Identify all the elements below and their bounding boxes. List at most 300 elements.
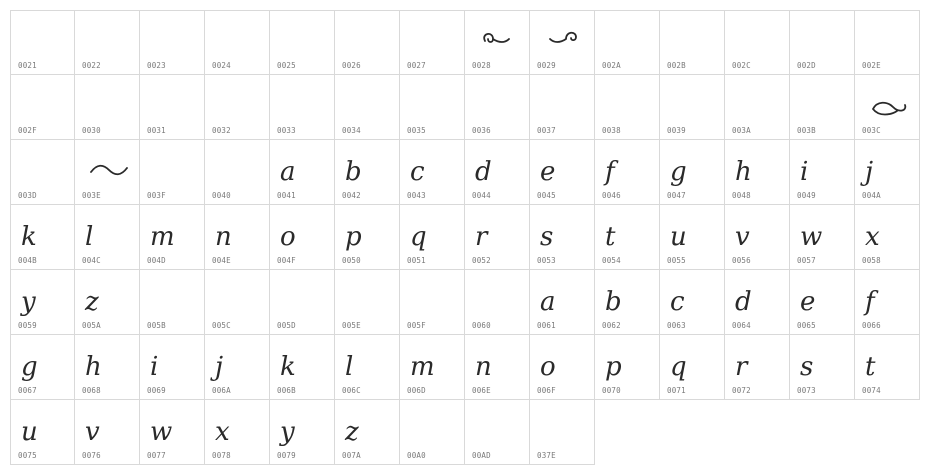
- glyph-code-label: 006E: [472, 386, 491, 395]
- glyph-empty: [17, 146, 69, 192]
- glyph-code-label: 004F: [277, 256, 296, 265]
- glyph-code-label: 0022: [82, 61, 101, 70]
- swash-wave-icon: [81, 146, 133, 192]
- glyph-cell: [140, 335, 205, 400]
- glyph-code-label: 0036: [472, 126, 491, 135]
- glyph-empty: [796, 17, 848, 63]
- glyph-empty: [276, 17, 328, 63]
- glyph-code-label: 0061: [537, 321, 556, 330]
- glyph-cell: [140, 75, 205, 140]
- glyph-code-label: 00AD: [472, 451, 491, 460]
- glyph-character: l: [85, 222, 94, 252]
- glyph-cell: [335, 75, 400, 140]
- glyph-code-label: 003F: [147, 191, 166, 200]
- glyph-code-label: 0029: [537, 61, 556, 70]
- swash-right-curl-icon: [536, 17, 588, 63]
- glyph-cell: [335, 205, 400, 270]
- glyph-sample: [471, 211, 523, 257]
- glyph-code-label: 0056: [732, 256, 751, 265]
- glyph-code-label: 002E: [862, 61, 881, 70]
- glyph-cell: [270, 205, 335, 270]
- glyph-cell: [725, 140, 790, 205]
- glyph-character: m: [150, 222, 175, 252]
- glyph-cell: [10, 10, 75, 75]
- glyph-cell: [205, 75, 270, 140]
- glyph-sample: [666, 341, 718, 387]
- glyph-cell: [465, 140, 530, 205]
- glyph-code-label: 0045: [537, 191, 556, 200]
- glyph-cell: [530, 335, 595, 400]
- glyph-code-label: 003B: [797, 126, 816, 135]
- glyph-cell: [270, 400, 335, 465]
- glyph-cell: [790, 205, 855, 270]
- glyph-cell: [335, 270, 400, 335]
- glyph-sample: [601, 276, 653, 322]
- glyph-character: z: [345, 417, 359, 447]
- glyph-cell: [270, 335, 335, 400]
- glyph-code-label: 0059: [18, 321, 37, 330]
- glyph-sample: [536, 341, 588, 387]
- glyph-code-label: 0071: [667, 386, 686, 395]
- glyph-character: f: [605, 157, 615, 187]
- glyph-code-label: 0035: [407, 126, 426, 135]
- glyph-cell: [205, 10, 270, 75]
- glyph-empty: [146, 276, 198, 322]
- glyph-empty: [406, 81, 458, 127]
- glyph-cell: [335, 140, 400, 205]
- glyph-code-label: 0040: [212, 191, 231, 200]
- glyph-empty: [601, 81, 653, 127]
- glyph-code-label: 0055: [667, 256, 686, 265]
- glyph-empty: [341, 276, 393, 322]
- glyph-code-label: 004C: [82, 256, 101, 265]
- glyph-code-label: 006C: [342, 386, 361, 395]
- glyph-cell: [530, 400, 595, 465]
- glyph-code-label: 004B: [18, 256, 37, 265]
- glyph-sample: [601, 341, 653, 387]
- glyph-character: p: [345, 222, 362, 252]
- glyph-code-label: 0065: [797, 321, 816, 330]
- glyph-cell: [725, 10, 790, 75]
- glyph-empty: [861, 17, 913, 63]
- glyph-code-label: 0030: [82, 126, 101, 135]
- glyph-code-label: 0058: [862, 256, 881, 265]
- glyph-code-label: 0034: [342, 126, 361, 135]
- glyph-character: d: [735, 287, 752, 317]
- glyph-code-label: 004E: [212, 256, 231, 265]
- glyph-sample: [211, 406, 263, 452]
- glyph-sample: [406, 146, 458, 192]
- glyph-cell: [10, 140, 75, 205]
- glyph-code-label: 0028: [472, 61, 491, 70]
- glyph-cell: [465, 270, 530, 335]
- glyph-code-label: 0025: [277, 61, 296, 70]
- glyph-sample: [81, 406, 133, 452]
- glyph-code-label: 0026: [342, 61, 361, 70]
- glyph-code-label: 0072: [732, 386, 751, 395]
- glyph-code-label: 003E: [82, 191, 101, 200]
- glyph-cell: [75, 75, 140, 140]
- glyph-character: j: [215, 352, 224, 382]
- glyph-sample: [341, 146, 393, 192]
- glyph-code-label: 0021: [18, 61, 37, 70]
- glyph-code-label: 005F: [407, 321, 426, 330]
- glyph-cell: [400, 270, 465, 335]
- glyph-cell: [140, 205, 205, 270]
- glyph-sample: [666, 146, 718, 192]
- glyph-cell: [595, 75, 660, 140]
- glyph-character: t: [605, 222, 616, 252]
- glyph-empty: [536, 81, 588, 127]
- glyph-code-label: 0074: [862, 386, 881, 395]
- glyph-code-label: 003D: [18, 191, 37, 200]
- glyph-code-label: 0077: [147, 451, 166, 460]
- glyph-character: e: [540, 157, 556, 187]
- glyph-cell: [790, 75, 855, 140]
- glyph-cell: [660, 205, 725, 270]
- glyph-sample: [601, 211, 653, 257]
- glyph-code-label: 0057: [797, 256, 816, 265]
- glyph-character: i: [150, 352, 159, 382]
- glyph-empty: [406, 17, 458, 63]
- glyph-code-label: 007A: [342, 451, 361, 460]
- glyph-empty: [276, 276, 328, 322]
- glyph-character: s: [540, 222, 554, 252]
- glyph-cell: [725, 205, 790, 270]
- glyph-cell: [855, 270, 920, 335]
- glyph-empty: [601, 17, 653, 63]
- glyph-cell: [530, 140, 595, 205]
- glyph-cell: [205, 400, 270, 465]
- glyph-empty: [211, 81, 263, 127]
- glyph-character: b: [345, 157, 362, 187]
- glyph-code-label: 0051: [407, 256, 426, 265]
- glyph-cell: [75, 205, 140, 270]
- glyph-cell: [140, 10, 205, 75]
- glyph-code-label: 0062: [602, 321, 621, 330]
- glyph-character: g: [670, 157, 687, 187]
- glyph-cell: [205, 335, 270, 400]
- glyph-character: w: [150, 417, 173, 447]
- glyph-sample: [146, 341, 198, 387]
- glyph-cell: [400, 400, 465, 465]
- glyph-code-label: 0043: [407, 191, 426, 200]
- glyph-sample: [341, 341, 393, 387]
- glyph-code-label: 0037: [537, 126, 556, 135]
- glyph-cell: [790, 270, 855, 335]
- glyph-cell: [465, 205, 530, 270]
- glyph-sample: [861, 211, 913, 257]
- glyph-cell: [205, 205, 270, 270]
- glyph-cell: [790, 10, 855, 75]
- glyph-code-label: 005D: [277, 321, 296, 330]
- glyph-character: k: [21, 222, 37, 252]
- glyph-cell: [790, 335, 855, 400]
- glyph-code-label: 0075: [18, 451, 37, 460]
- glyph-code-label: 0024: [212, 61, 231, 70]
- glyph-cell: [400, 335, 465, 400]
- glyph-cell: [205, 270, 270, 335]
- glyph-sample: [731, 211, 783, 257]
- swash-scroll-icon: [861, 81, 913, 127]
- glyph-sample: [536, 211, 588, 257]
- glyph-cell: [725, 335, 790, 400]
- glyph-character: q: [670, 352, 687, 382]
- glyph-sample: [666, 276, 718, 322]
- glyph-cell: [270, 270, 335, 335]
- glyph-sample: [536, 146, 588, 192]
- glyph-cell: [10, 75, 75, 140]
- glyph-cell: [140, 140, 205, 205]
- glyph-sample: [796, 146, 848, 192]
- glyph-code-label: 0052: [472, 256, 491, 265]
- glyph-code-label: 0063: [667, 321, 686, 330]
- glyph-cell: [10, 205, 75, 270]
- glyph-code-label: 0054: [602, 256, 621, 265]
- glyph-cell: [530, 205, 595, 270]
- glyph-cell: [660, 75, 725, 140]
- glyph-sample: [731, 276, 783, 322]
- glyph-code-label: 0049: [797, 191, 816, 200]
- glyph-empty: [146, 146, 198, 192]
- glyph-cell: [270, 75, 335, 140]
- glyph-character: h: [735, 157, 752, 187]
- glyph-code-label: 005E: [342, 321, 361, 330]
- glyph-character: x: [865, 222, 880, 252]
- glyph-cell: [530, 75, 595, 140]
- glyph-code-label: 003C: [862, 126, 881, 135]
- glyph-empty: [17, 81, 69, 127]
- glyph-character: p: [605, 352, 622, 382]
- glyph-character: j: [865, 157, 874, 187]
- glyph-character: d: [475, 157, 492, 187]
- glyph-cell: [660, 335, 725, 400]
- glyph-cell: [855, 205, 920, 270]
- glyph-cell: [595, 10, 660, 75]
- glyph-character: m: [410, 352, 435, 382]
- glyph-cell: [660, 140, 725, 205]
- glyph-cell: [75, 400, 140, 465]
- glyph-character: a: [540, 287, 556, 317]
- glyph-sample: [81, 341, 133, 387]
- glyph-character: y: [280, 417, 295, 447]
- glyph-cell: [400, 205, 465, 270]
- glyph-sample: [861, 146, 913, 192]
- glyph-cell: [530, 10, 595, 75]
- glyph-cell: [400, 10, 465, 75]
- glyph-code-label: 0068: [82, 386, 101, 395]
- glyph-code-label: 004D: [147, 256, 166, 265]
- glyph-empty: [17, 17, 69, 63]
- glyph-sample: [17, 406, 69, 452]
- glyph-character: l: [345, 352, 354, 382]
- glyph-sample: [796, 276, 848, 322]
- glyph-sample: [17, 211, 69, 257]
- glyph-sample: [731, 341, 783, 387]
- glyph-code-label: 0038: [602, 126, 621, 135]
- glyph-sample: [341, 406, 393, 452]
- glyph-character: c: [410, 157, 425, 187]
- glyph-empty: [211, 276, 263, 322]
- glyph-sample: [211, 341, 263, 387]
- glyph-sample: [796, 341, 848, 387]
- glyph-sample: [731, 146, 783, 192]
- glyph-cell: [10, 335, 75, 400]
- glyph-code-label: 006B: [277, 386, 296, 395]
- glyph-sample: [17, 341, 69, 387]
- glyph-character: w: [800, 222, 823, 252]
- glyph-code-label: 00A0: [407, 451, 426, 460]
- glyph-empty: [471, 81, 523, 127]
- glyph-empty: [81, 17, 133, 63]
- glyph-cell: [10, 270, 75, 335]
- glyph-empty: [731, 81, 783, 127]
- glyph-code-label: 0060: [472, 321, 491, 330]
- glyph-code-label: 0041: [277, 191, 296, 200]
- glyph-code-label: 0032: [212, 126, 231, 135]
- glyph-code-label: 002A: [602, 61, 621, 70]
- glyph-cell: [790, 140, 855, 205]
- glyph-code-label: 004A: [862, 191, 881, 200]
- glyph-cell: [465, 400, 530, 465]
- glyph-character: o: [540, 352, 556, 382]
- glyph-cell: [725, 270, 790, 335]
- glyph-character: u: [21, 417, 38, 447]
- glyph-sample: [146, 406, 198, 452]
- glyph-empty: [276, 81, 328, 127]
- glyph-sample: [276, 341, 328, 387]
- glyph-character: x: [215, 417, 230, 447]
- glyph-sample: [81, 276, 133, 322]
- glyph-code-label: 0069: [147, 386, 166, 395]
- glyph-cell: [595, 140, 660, 205]
- glyph-character: f: [865, 287, 875, 317]
- glyph-empty: [146, 17, 198, 63]
- glyph-sample: [276, 211, 328, 257]
- glyph-code-label: 006A: [212, 386, 231, 395]
- glyph-sample: [276, 146, 328, 192]
- glyph-empty: [406, 276, 458, 322]
- glyph-code-label: 0027: [407, 61, 426, 70]
- glyph-empty: [471, 406, 523, 452]
- glyph-code-label: 006F: [537, 386, 556, 395]
- glyph-cell: [855, 335, 920, 400]
- glyph-cell: [335, 10, 400, 75]
- glyph-character: b: [605, 287, 622, 317]
- glyph-cell: [660, 270, 725, 335]
- glyph-cell: [595, 270, 660, 335]
- glyph-character: t: [865, 352, 876, 382]
- glyph-sample: [861, 276, 913, 322]
- glyph-code-label: 0047: [667, 191, 686, 200]
- glyph-empty: [666, 17, 718, 63]
- glyph-empty: [406, 406, 458, 452]
- glyph-code-label: 005C: [212, 321, 231, 330]
- glyph-empty: [81, 81, 133, 127]
- glyph-empty: [211, 146, 263, 192]
- glyph-cell: [400, 140, 465, 205]
- glyph-sample: [341, 211, 393, 257]
- glyph-character: q: [410, 222, 427, 252]
- glyph-code-label: 0079: [277, 451, 296, 460]
- glyph-code-label: 0046: [602, 191, 621, 200]
- glyph-cell: [75, 140, 140, 205]
- glyph-character: e: [800, 287, 816, 317]
- glyph-code-label: 005B: [147, 321, 166, 330]
- glyph-character: a: [280, 157, 296, 187]
- glyph-code-label: 0064: [732, 321, 751, 330]
- glyph-sample: [406, 341, 458, 387]
- glyph-code-label: 002D: [797, 61, 816, 70]
- glyph-character: u: [670, 222, 687, 252]
- glyph-code-label: 002C: [732, 61, 751, 70]
- glyph-cell: [140, 270, 205, 335]
- glyph-cell: [595, 205, 660, 270]
- glyph-cell: [270, 140, 335, 205]
- glyph-empty: [471, 276, 523, 322]
- glyph-code-label: 0078: [212, 451, 231, 460]
- glyph-cell: [660, 10, 725, 75]
- glyph-code-label: 0031: [147, 126, 166, 135]
- glyph-code-label: 0053: [537, 256, 556, 265]
- glyph-character: r: [735, 352, 748, 382]
- glyph-cell: [725, 75, 790, 140]
- glyph-code-label: 002B: [667, 61, 686, 70]
- glyph-cell: [465, 10, 530, 75]
- glyph-sample: [276, 406, 328, 452]
- glyph-character: h: [85, 352, 102, 382]
- glyph-character: n: [215, 222, 232, 252]
- glyph-code-label: 002F: [18, 126, 37, 135]
- glyph-code-label: 0039: [667, 126, 686, 135]
- glyph-character: g: [21, 352, 38, 382]
- glyph-character: s: [800, 352, 814, 382]
- glyph-sample: [211, 211, 263, 257]
- glyph-sample: [861, 341, 913, 387]
- glyph-sample: [471, 341, 523, 387]
- glyph-cell: [855, 140, 920, 205]
- glyph-sample: [81, 211, 133, 257]
- glyph-grid: [10, 10, 920, 465]
- glyph-sample: [536, 276, 588, 322]
- glyph-empty: [341, 81, 393, 127]
- glyph-character: i: [800, 157, 809, 187]
- glyph-cell: [10, 400, 75, 465]
- glyph-cell: [400, 75, 465, 140]
- glyph-empty: [536, 406, 588, 452]
- glyph-code-label: 0076: [82, 451, 101, 460]
- glyph-cell: [595, 335, 660, 400]
- glyph-empty: [666, 81, 718, 127]
- glyph-code-label: 0050: [342, 256, 361, 265]
- glyph-cell: [465, 75, 530, 140]
- glyph-cell: [270, 10, 335, 75]
- glyph-code-label: 0070: [602, 386, 621, 395]
- glyph-sample: [601, 146, 653, 192]
- glyph-code-label: 0048: [732, 191, 751, 200]
- glyph-code-label: 006D: [407, 386, 426, 395]
- glyph-code-label: 0066: [862, 321, 881, 330]
- glyph-code-label: 0044: [472, 191, 491, 200]
- glyph-cell: [855, 10, 920, 75]
- glyph-sample: [471, 146, 523, 192]
- glyph-character: v: [735, 222, 750, 252]
- glyph-character: c: [670, 287, 685, 317]
- glyph-character: o: [280, 222, 296, 252]
- glyph-code-label: 003A: [732, 126, 751, 135]
- glyph-empty: [211, 17, 263, 63]
- glyph-cell: [75, 10, 140, 75]
